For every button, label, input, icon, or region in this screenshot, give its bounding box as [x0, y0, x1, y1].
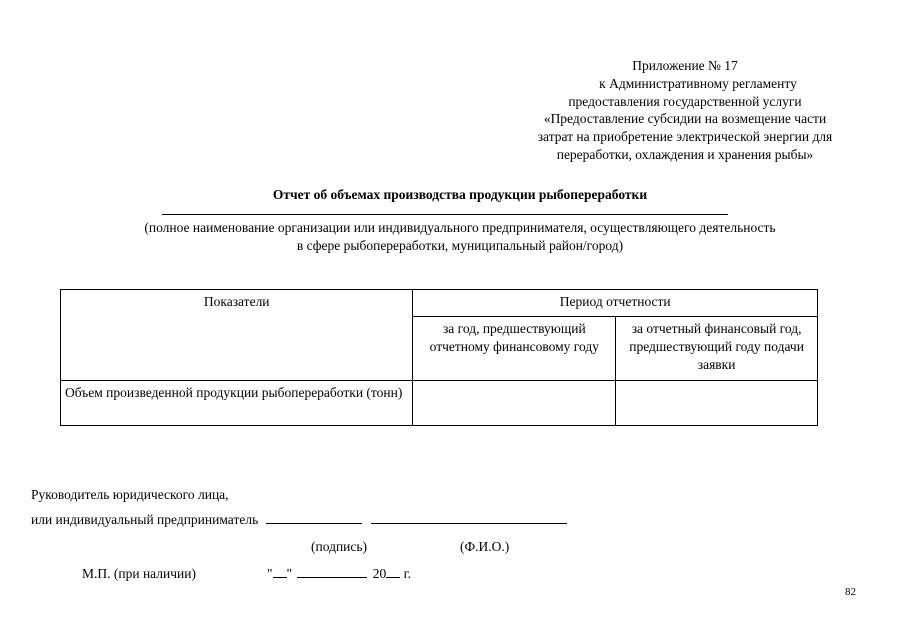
date-month-field[interactable] — [297, 565, 367, 578]
row-label: Объем произведенной продукции рыбопереработки (тонн) — [61, 381, 413, 426]
annex-number: Приложение № 17 — [632, 58, 738, 73]
organization-name-field[interactable] — [162, 214, 728, 215]
full-name-caption: (Ф.И.О.) — [460, 539, 510, 554]
date-year-field[interactable] — [386, 565, 400, 578]
date-year-suffix: г. — [403, 566, 412, 581]
annex-line: «Предоставление субсидии на возмещение части — [543, 111, 827, 127]
annex-line: затрат на приобретение электрической энергии для — [537, 129, 833, 145]
page-number: 82 — [845, 586, 856, 598]
header-indicators: Показатели — [61, 290, 413, 381]
date-day-field[interactable] — [273, 565, 287, 578]
date-quote-open: " — [267, 566, 273, 581]
signatory-title: Руководитель юридического лица, — [31, 487, 229, 502]
subheader-report-year: за отчетный финансовый год, предшествующий году подачи заявки — [616, 317, 818, 381]
table-header-row — [61, 290, 818, 317]
subheader-prev-year: за год, предшествующий отчетному финансовому году — [413, 317, 616, 381]
annex-line: к Административному регламенту — [599, 75, 797, 91]
full-name-field[interactable] — [371, 511, 567, 524]
organization-name-hint — [60, 219, 860, 255]
signatory-row — [31, 511, 567, 529]
header-period: Период отчетности — [413, 290, 818, 317]
annex-line: переработки, охлаждения и хранения рыбы» — [556, 147, 814, 163]
stamp-label: М.П. (при наличии) — [82, 566, 196, 581]
date-year-prefix: 20 — [372, 566, 387, 581]
report-title: Отчет об объемах производства продукции рыбопереработки — [272, 187, 648, 202]
hint-line: в сфере рыбопереработки, муниципальный район/город) — [296, 237, 624, 253]
report-table — [60, 289, 818, 426]
signature-caption: (подпись) — [311, 539, 368, 554]
hint-line: (полное наименование организации или индивидуального предпринимателя, осуществляющего деятельность — [144, 220, 776, 235]
row-value-report-year[interactable] — [616, 381, 818, 426]
annex-line: предоставления государственной услуги — [568, 93, 802, 109]
signature-field[interactable] — [266, 511, 362, 524]
table-row — [61, 381, 818, 426]
date-row — [267, 565, 411, 583]
annex-header — [500, 57, 870, 164]
row-value-prev-year[interactable] — [413, 381, 616, 426]
date-quote-close: " — [286, 566, 293, 581]
signatory-label: или индивидуальный предприниматель — [31, 512, 259, 527]
